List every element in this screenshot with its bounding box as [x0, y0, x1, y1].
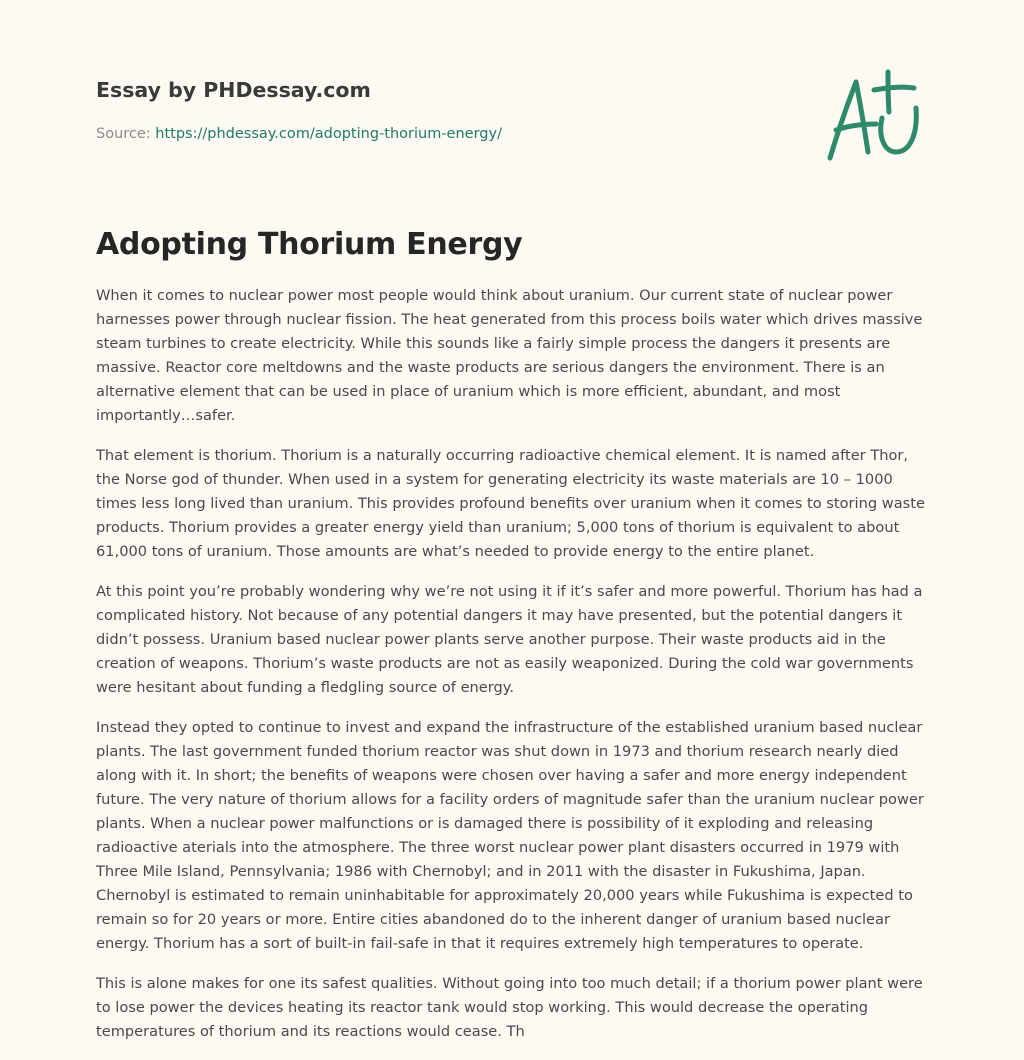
site-title: Essay by PHDessay.com [96, 78, 371, 102]
a-plus-icon [822, 68, 926, 164]
source-line [96, 124, 796, 144]
paragraph: At this point you’re probably wondering why we’re not using it if it’s safer and more powerful. Thorium has had a complicated history. Not because of any potential dangers it may have presented, but the potential dangers it didn’t possess. Uranium based nuclear power plants serve another purpose. Their waste products aid in the creation of weapons. Thorium’s waste products are not as easily weaponized. During the cold war governments were hesitant about funding a fledgling source of energy. [96, 583, 923, 696]
paragraph: Instead they opted to continue to invest and expand the infrastructure of the established uranium based nuclear plants. The last government funded thorium reactor was shut down in 1973 and thorium research nearly died along with it. In short; the benefits of weapons were chosen over having a safer and more energy independent future. The very nature of thorium allows for a facility orders of magnitude safer than the uranium nuclear power plants. When a nuclear power malfunctions or is damaged there is possibility of it exploding and releasing radioactive aterials into the atmosphere. The three worst nuclear power plant disasters occurred in 1979 with Three Mile Island, Pennsylvania; 1986 with Chernobyl; and in 2011 with the disaster in Fukushima, Japan. Chernobyl is estimated to remain uninhabitable for approximately 20,000 years while Fukushima is expected to remain so for 20 years or more. Entire cities abandoned do to the inherent danger of uranium based nuclear energy. Thorium has a sort of built-in fail-safe in that it requires extremely high temperatures to operate. [96, 719, 924, 952]
essay-title: Adopting Thorium Energy [96, 227, 523, 262]
page-header [96, 76, 796, 144]
source-label: Source: [96, 126, 151, 142]
paragraph: This is alone makes for one its safest qualities. Without going into too much detail; if a thorium power plant were to lose power the devices heating its reactor tank would stop working. This would decrease the operating temperatures of thorium and its reactions would cease. Th [96, 975, 923, 1040]
source-link[interactable]: https://phdessay.com/adopting-thorium-energy/ [155, 126, 502, 142]
paragraph: That element is thorium. Thorium is a naturally occurring radioactive chemical element. It is named after Thor, the Norse god of thunder. When used in a system for generating electricity its waste materials are 10 – 1000 times less long lived than uranium. This provides profound benefits over uranium when it comes to storing waste products. Thorium provides a greater energy yield than uranium; 5,000 tons of thorium is equivalent to about 61,000 tons of uranium. Those amounts are what’s needed to provide energy to the entire planet. [96, 447, 925, 560]
paragraph: When it comes to nuclear power most people would think about uranium. Our current state of nuclear power harnesses power through nuclear fission. The heat generated from this process boils water which drives massive steam turbines to create electricity. While this sounds like a fairly simple process the dangers it presents are massive. Reactor core meltdowns and the waste products are serious dangers the environment. There is an alternative element that can be used in place of uranium which is more efficient, abundant, and most importantly…safer. [96, 287, 923, 424]
essay-body [96, 284, 932, 1060]
